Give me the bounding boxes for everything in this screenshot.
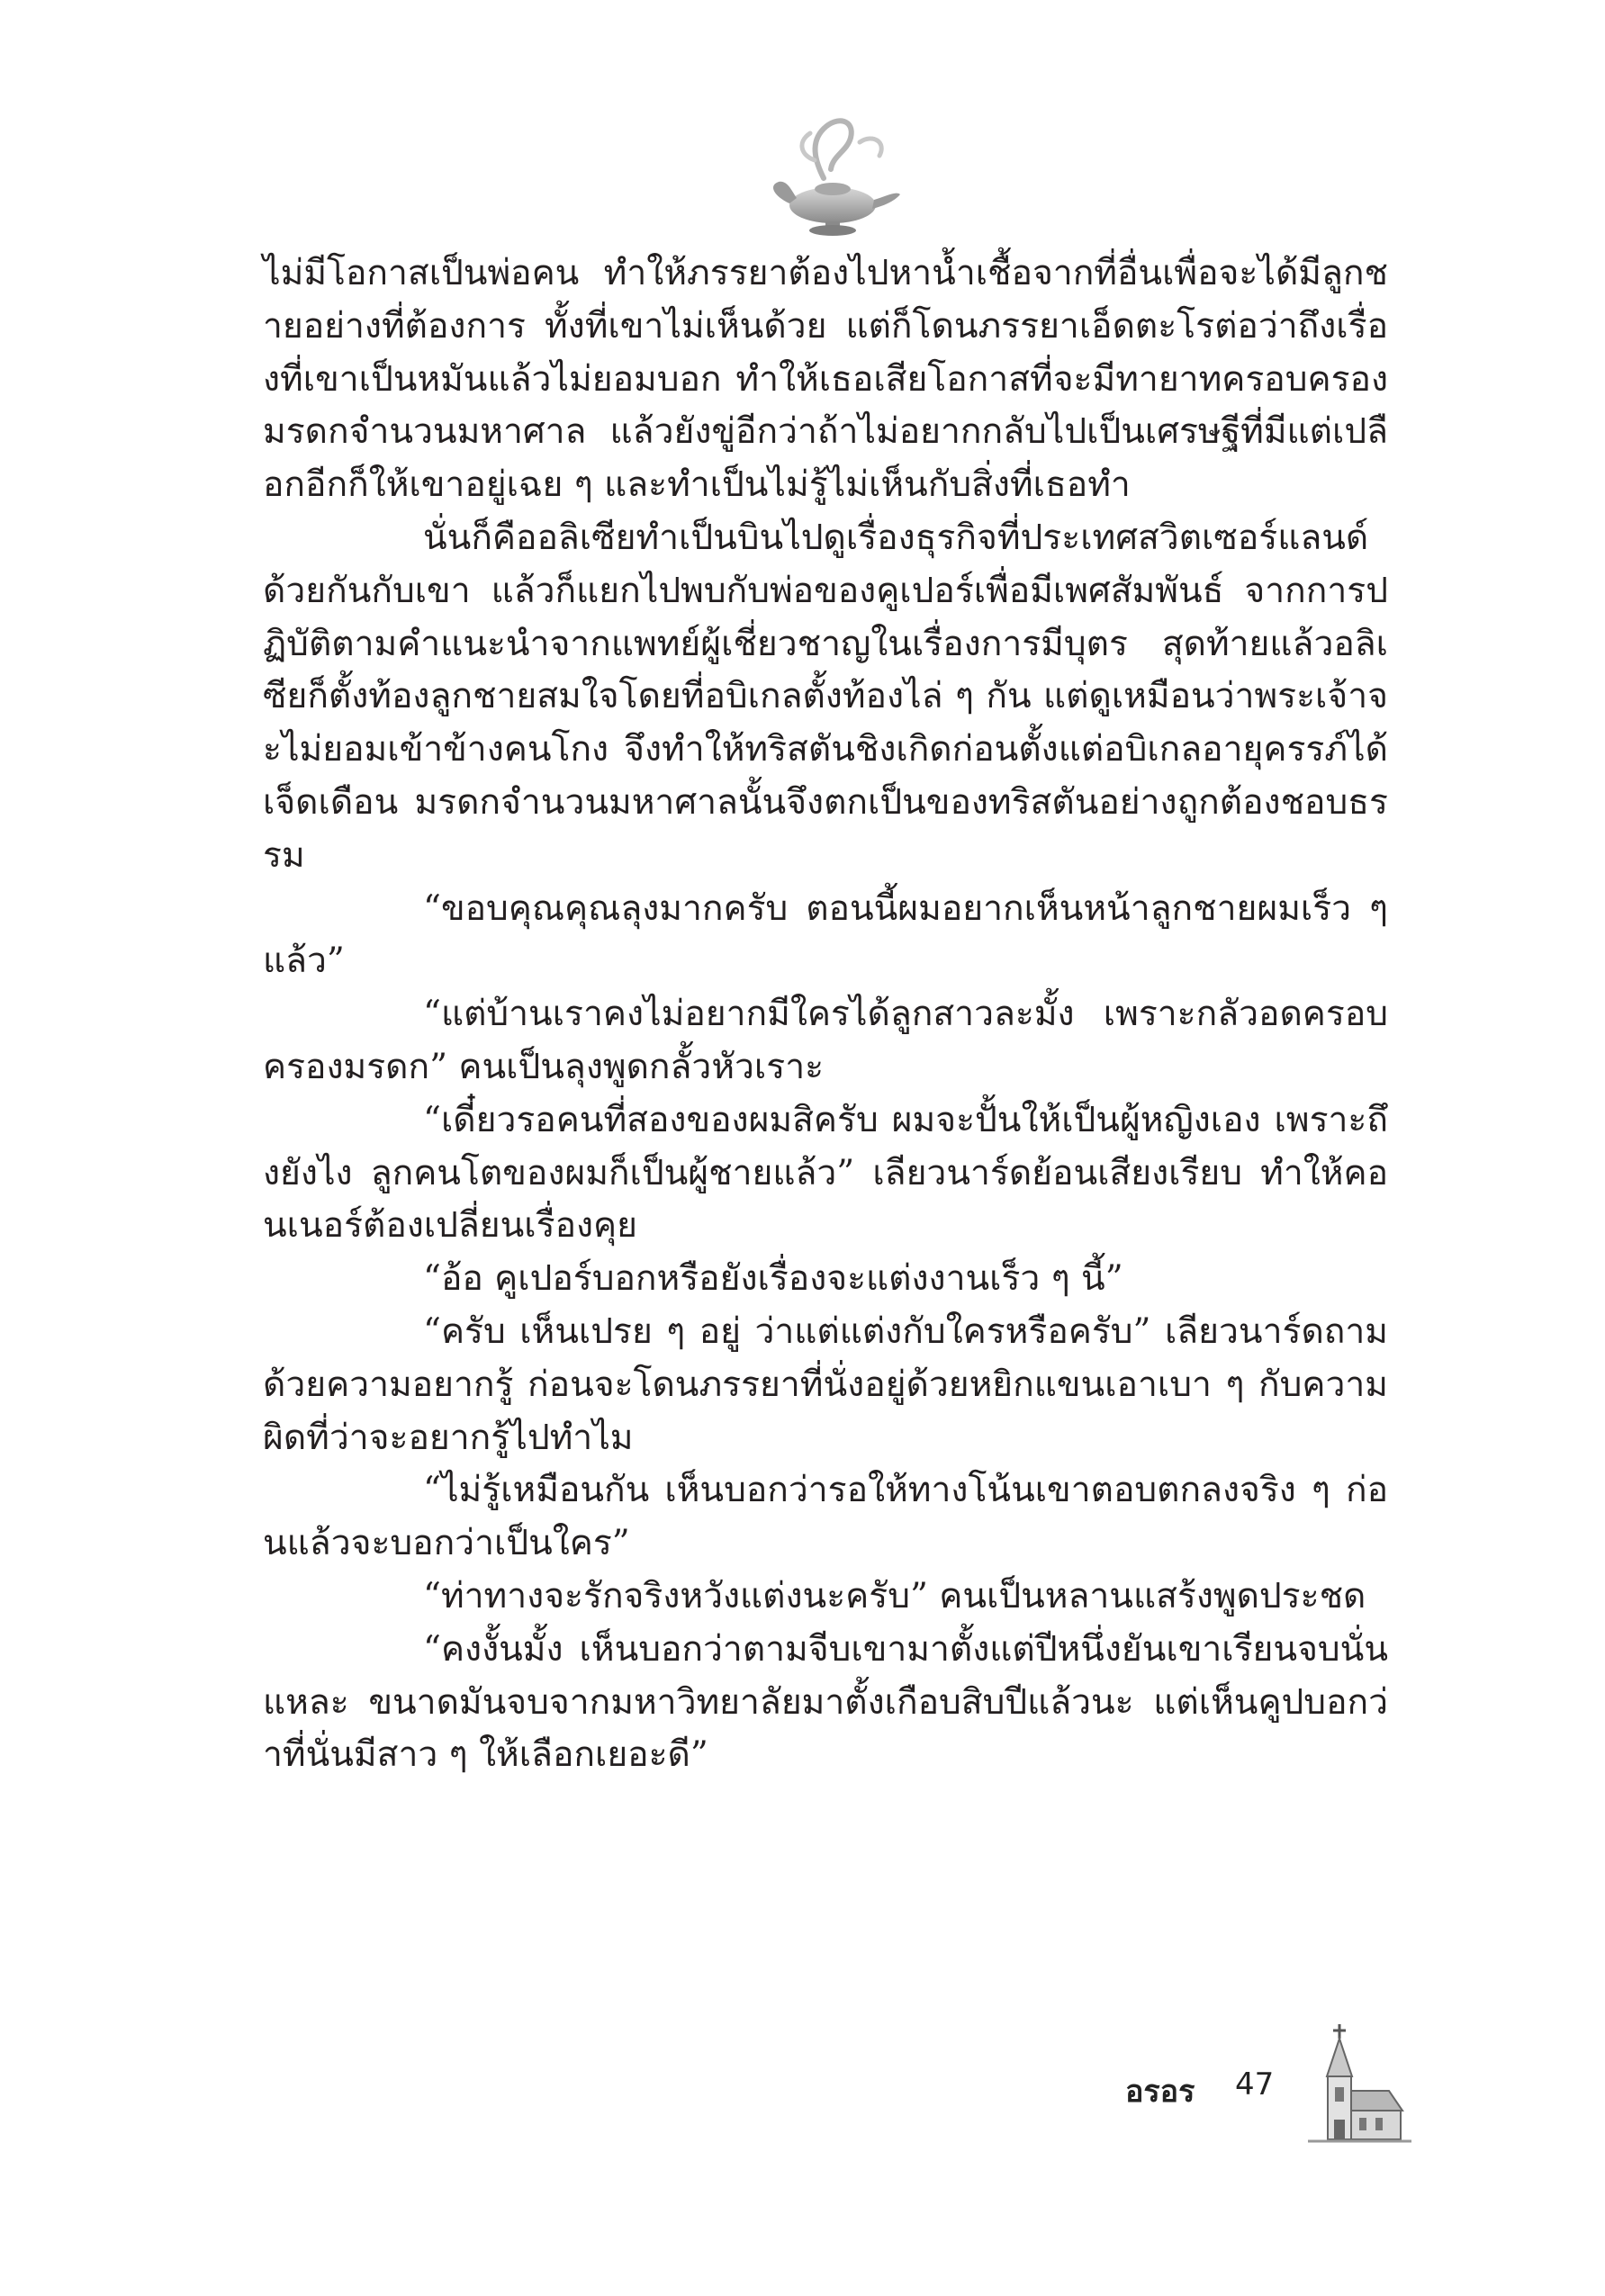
church-icon [1303, 2021, 1416, 2147]
paragraph: “ไม่รู้เหมือนกัน เห็นบอกว่ารอให้ทางโน้นเขาตอบตกลงจริง ๆ ก่อนแล้วจะบอกว่าเป็นใคร” [263, 1470, 1388, 1564]
genie-lamp-icon [761, 106, 905, 241]
paragraph: “อ้อ คูเปอร์บอกหรือยังเรื่องจะแต่งงานเร็ว ๆ นี้” [423, 1258, 1123, 1300]
paragraph: “เดี๋ยวรอคนที่สองของผมสิครับ ผมจะปั้นให้เป็นผู้หญิงเอง เพราะถึงยังไง ลูกคนโตของผมก็เป็นผู้ชายแล้ว” เลียวนาร์ดย้อนเสียงเรียบ ทำให้คอนเนอร์ต้องเปลี่ยนเรื่องคุย [263, 1099, 1388, 1247]
paragraph: “ครับ เห็นเปรย ๆ อยู่ ว่าแต่แต่งกับใครหรือครับ” เลียวนาร์ดถามด้วยความอยากรู้ ก่อนจะโดนภรรยาที่นั่งอยู่ด้วยหยิกแขนเอาเบา ๆ กับความผิดที่ว่าจะอยากรู้ไปทำไม [263, 1310, 1388, 1458]
page-number: 47 [1235, 2066, 1275, 2102]
paragraph: “แต่บ้านเราคงไม่อยากมีใครได้ลูกสาวละมั้ง เพราะกลัวอดครอบครองมรดก” คนเป็นลุงพูดกลั้วหัวเราะ [263, 994, 1388, 1087]
body-text [263, 248, 1388, 1782]
paragraph: “ท่าทางจะรักจริงหวังแต่งนะครับ” คนเป็นหลานแสร้งพูดประชด [423, 1575, 1366, 1616]
paragraph: “ขอบคุณคุณลุงมากครับ ตอนนี้ผมอยากเห็นหน้าลูกชายผมเร็ว ๆ แล้ว” [263, 887, 1388, 982]
paragraph: นั่นก็คืออลิเซียทำเป็นบินไปดูเรื่องธุรกิจที่ประเทศสวิตเซอร์แลนด์ด้วยกันกับเขา แล้วก็แยกไปพบกับพ่อของคูเปอร์เพื่อมีเพศสัมพันธ์ จากการปฏิบัติตามคำแนะนำจากแพทย์ผู้เชี่ยวชาญในเรื่องการมีบุตร สุดท้ายแล้วอลิเซียก็ตั้งท้องลูกชายสมใจโดยที่อบิเกลตั้งท้องไล่ ๆ กัน แต่ดูเหมือนว่าพระเจ้าจะไม่ยอมเข้าข้างคนโกง จึงทำให้ทริสตันชิงเกิดก่อนตั้งแต่อบิเกลอายุครรภ์ได้เจ็ดเดือน มรดกจำนวนมหาศาลนั้นจึงตกเป็นของทริสตันอย่างถูกต้องชอบธรรม [263, 517, 1388, 876]
paragraph: ไม่มีโอกาสเป็นพ่อคน ทำให้ภรรยาต้องไปหาน้ำเชื้อจากที่อื่นเพื่อจะได้มีลูกชายอย่างที่ต้องการ ทั้งที่เขาไม่เห็นด้วย แต่ก็โดนภรรยาเอ็ดตะโรต่อว่าถึงเรื่องที่เขาเป็นหมันแล้วไม่ยอมบอก ทำให้เธอเสียโอกาสที่จะมีทายาทครอบครองมรดกจำนวนมหาศาล แล้วยังขู่อีกว่าถ้าไม่อยากกลับไปเป็นเศรษฐีที่มีแต่เปลือกอีกก็ให้เขาอยู่เฉย ๆ และทำเป็นไม่รู้ไม่เห็นกับสิ่งที่เธอทำ [263, 253, 1388, 506]
paragraph: “คงงั้นมั้ง เห็นบอกว่าตามจีบเขามาตั้งแต่ปีหนึ่งยันเขาเรียนจบนั่นแหละ ขนาดมันจบจากมหาวิทยาลัยมาตั้งเกือบสิบปีแล้วนะ แต่เห็นคูปบอกว่าที่นั่นมีสาว ๆ ให้เลือกเยอะดี” [263, 1628, 1388, 1776]
running-footer-title: อรอร [1125, 2074, 1195, 2110]
